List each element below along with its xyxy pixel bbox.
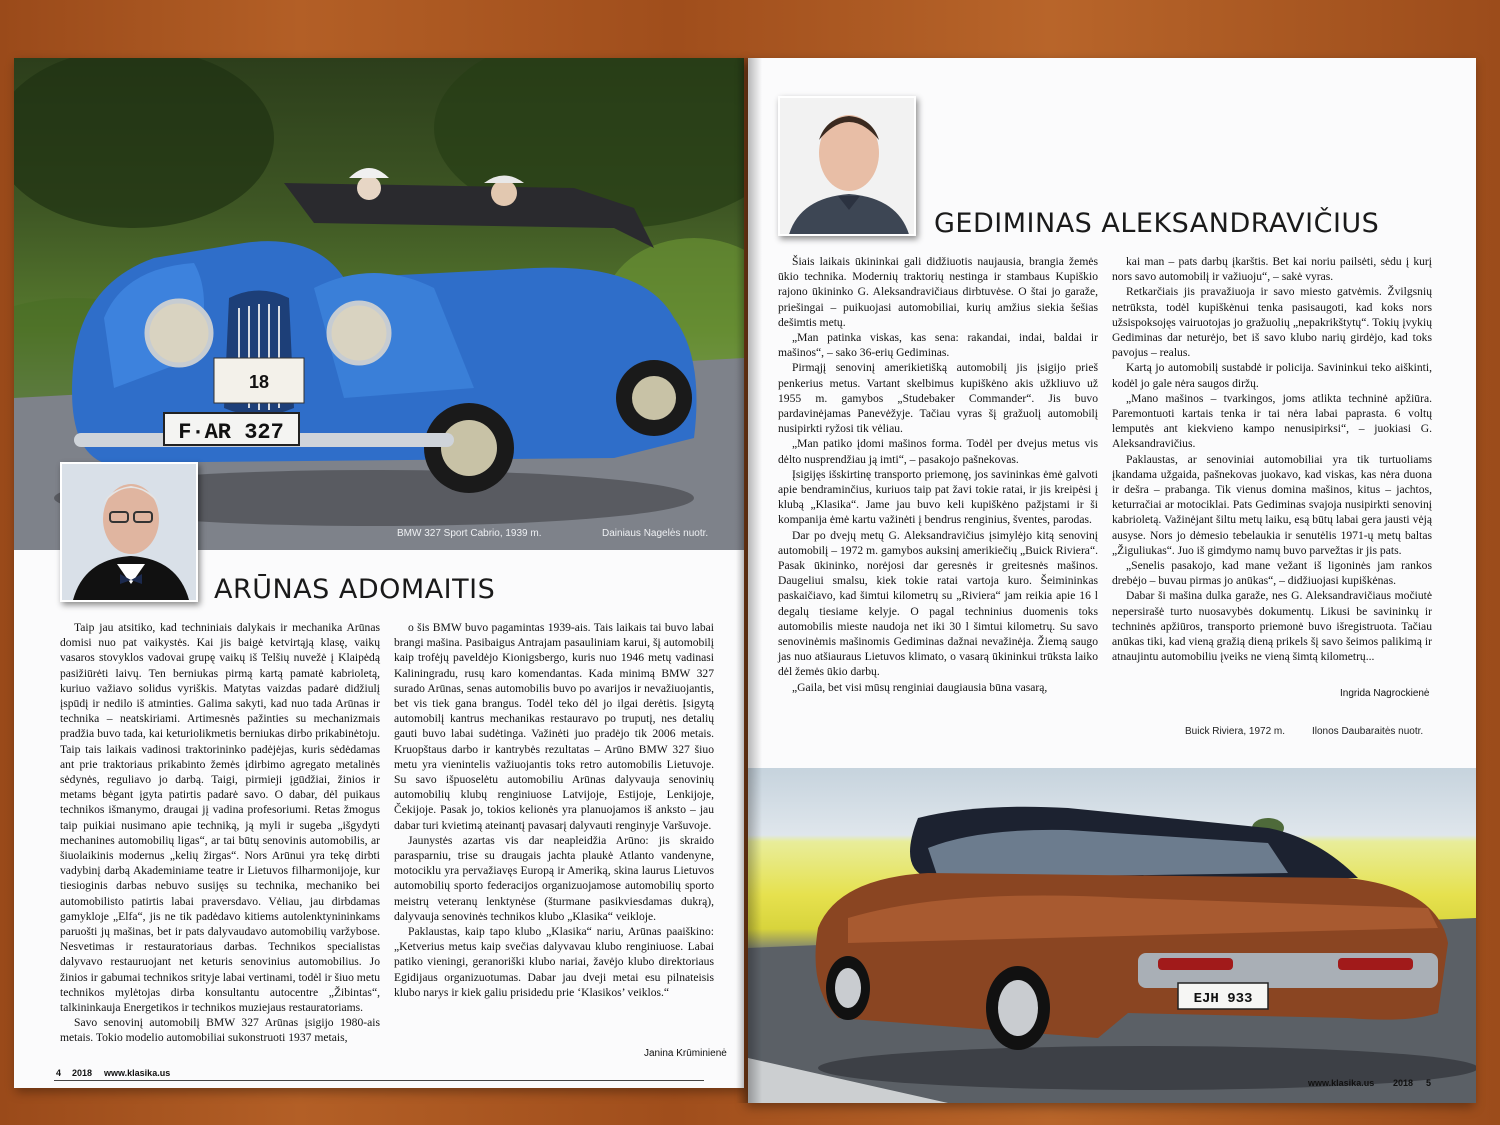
arunas-headline: ARŪNAS ADOMAITIS <box>214 574 496 605</box>
right-footer-page-number: 5 <box>1426 1078 1432 1088</box>
left-footer-year: 2018 <box>72 1068 93 1078</box>
buick-photo-credit: Ilonos Daubaraitės nuotr. <box>1312 726 1424 737</box>
left-footer-page-number: 4 <box>56 1068 62 1078</box>
right-col2-paragraph: Kartą jo automobilį sustabdė ir policija. Savininkui teko aiškinti, kodėl jo gale nėra saugos diržų. <box>1112 361 1432 390</box>
buick-photo-caption: Buick Riviera, 1972 m. <box>1185 726 1286 737</box>
right-col2-paragraph: „Senelis pasakojo, kad mane vežant iš ligoninės jam rankos drebėjo – buvau pirmas jo anūkas“, – didžiuojasi kupiškėnas. <box>1112 559 1432 588</box>
left-col2-paragraph: Paklaustas, kaip tapo klubo „Klasika“ nariu, Arūnas paaiškino: „Ketverius metus kaip svečias dalyvavau klubo renginiuose. Labai patiko vieningi, geranoriški klubo nariai, žavėjo klubo direktoriaus Egidijaus organizuotumas. Dabar jau dveji metai esu pilnateisis klubo narys ir kiek galiu prisidedu prie ‘Klasikos’ veiklos.“ <box>394 925 714 999</box>
buick-license-plate: EJH 933 <box>1193 991 1253 1007</box>
right-col1-paragraph: Dar po dvejų metų G. Aleksandravičius įsimylėjo kitą senovinį automobilį – 1972 m. gamybos auksinį amerikiečių „Buick Riviera“. Pasak ūkininko, norėjosi dar geresnės ir greitesnės mašinos. Daugeliui smalsu, kiek tokie ratai vartoja kuro. Šeimininkas paskaičiavo, kad šimtui kilometrų su „Riviera“ jam reikia apie 16 l degalų tiesiame kelyje. O pagal techninius duomenis toks automobilis mieste naudoja net iki 30 l šimtui kilometrų. Su savo senovinėmis mašinomis Gediminas dažnai nevažinėja. Žiemą saugo jas nuo atšiauraus Lietuvos klimato, o vasarą ūkininkui trūksta laiko dėl žemės ūkio darbų. <box>778 528 1098 679</box>
right-col1-paragraph: Šiais laikais ūkininkai gali didžiuotis naujausia, brangia žemės ūkio technika. Modernių traktorių nestinga ir stambaus Kupiškio rajono ūkininko G. Aleksandravičiaus dirbtuvėse. O štai jo garaže, priešingai – puikuojasi automobiliai, kurių amžius siekia šešias dešimtis metų. <box>778 255 1098 329</box>
bmw-photo-credit: Dainiaus Nagelės nuotr. <box>602 528 709 539</box>
right-column-1 <box>778 254 1098 695</box>
left-signature: Janina Krūminienė <box>644 1048 727 1059</box>
right-col2-paragraph: Dabar ši mašina dulka garaže, nes G. Aleksandravičiaus močiutė nepersirašė turto nuosavybės dokumentų. Likusi be savininkų ir techninės apžiūros, transporto priemonė buvo išregistruota. Tačiau anūkas tiki, kad vieną gražią dieną prikels šį savo šeimos palikimą ir atnaujintu automobiliu įveiks ne vieną šimtą kilometrų... <box>1112 589 1432 664</box>
right-footer-site: www.klasika.us <box>1308 1078 1375 1088</box>
right-col2-paragraph: Paklaustas, ar senoviniai automobiliai yra tik turtuoliams įkandama užgaida, pašnekovas juokavo, kad viskas, kas nėra duona ir dešra – prabanga. Tik vienus domina mašinos, kitus – jachtos, keturračiai ar motociklai. Pats Gediminas svajoja nusipirkti senovinį kabrioletą. Važinėjant šiltu metų laiku, esą būtų labai gera jausti vėją ausyse. Nors jo dėmesio tebelaukia ir senutėlis 1971-ų metų baltas „Žiguliukas“. Juo iš gimdymo namų buvo parvežtas ir jis pats. <box>1112 452 1432 557</box>
left-col2-paragraph: o šis BMW buvo pagamintas 1939-ais. Tais laikais tai buvo labai brangi mašina. Pasibaigus Antrajam pasauliniam karui, šį automobilį kaip trofėjų paveldėjo Kionigsbergo, kuris nuo 1946 metų vadinasi Kaliningradu, rusų karo komendantas. Kada minimą BMW 327 surado Arūnas, senas automobilis buvo po avarijos ir nevažiuojantis, bet vis tiek gana brangus. Todėl teko dėl jo ilgai derėtis. Įsigytą automobilį kantrus mechanikas restauravo po truputį, nes detalių gauti buvo labai sudėtinga. Važinėti juo pradėjo tik 2006 metais. Kruopštaus darbo ir kantrybės rezultatas – Arūno BMW 327 šiuo metu yra vienintelis važiuojantis toks retro automobilis Lietuvoje. Su savo išpuoselėtu automobiliu Arūnas dalyvauja senovinių automobilių klubų renginiuose Latvijoje, Estijoje, Lenkijoje, Čekijoje. Pasak jo, tokios kelionės yra planuojamos iš anksto – jau dabar turi kvietimą ateinantį pavasarį dalyvauti renginyje Varšuvoje. <box>394 621 714 832</box>
bmw-photo-caption: BMW 327 Sport Cabrio, 1939 m. <box>397 528 542 539</box>
left-col2-paragraph: Jaunystės azartas vis dar neapleidžia Arūno: jis skraido parasparniu, trise su draugais jachta plaukė Atlanto vandenyne, motociklu yra pervažiavęs Europą ir Ameriką, skina laurus Lietuvos automobilių sporto federacijos organizuojamose automobilių sporto meistrų veteranų lenktynėse (šturmane pasikviesdamas dukrą), dalyvauja senovinės technikos klubo „Klasika“ veikloje. <box>394 833 714 923</box>
left-footer-line <box>54 1080 704 1081</box>
right-signature: Ingrida Nagrockienė <box>1340 688 1430 699</box>
right-footer-year: 2018 <box>1393 1078 1414 1088</box>
right-page <box>748 58 1476 1103</box>
bmw-license-plate: F·AR 327 <box>178 420 284 445</box>
left-col1-paragraph: Taip jau atsitiko, kad techniniais dalykais ir mechanika Arūnas domisi nuo pat vaikystės. Kai jis baigė ketvirtąją klasę, vaikų vasaros stovyklos vadovai grupę vaikų iš Telšių nuvežė į Klaipėdą pasižiūrėti laivų. Ten berniukas pirmą kartą pamatė kabrioletą, kuriuo važiavo solidus vyriškis. Matytas vaizdas padarė didžiulį įspūdį ir nedilo iš atminties. Galima sakyti, kad nuo tada Arūnas ir technika – neatskiriami. Artimesnės pažinties su mechanizmais pradžia buvo tada, kai keturiolikmetis berniukas dirbo prikabinėtoju. Taip tais laikais vadinosi traktorininko padėjėjas, kuris sėdėdamas ant prie traktoriaus prikabinto žemės įdirbimo agregato metalinės sėdynės, reguliavo jo darbą. Taigi, pirmieji įgūdžiai, žinios ir metams bėgant įgyta patirtis padarė savo. O dabar, dėl puikaus technikos išmanymo, draugai jį vadina profesoriumi. Retas žmogus taip puikiai nusimano apie techniką, ją myli ir sugeba „išgydyti mechanines automobilių ligas“, ar tai būtų senovinis automobilis, ar šiuolaikinis modernus „kelių žirgas“. Nors Arūnui yra tekę dirbti vadybinį darbą Akademiniame teatre ir Lietuvos filharmonijoje, kur tiesioginis darbas nebuvo susijęs su technika, mechaniko bei automobilisto patirtis labai praversdavo. Vėliau, jau dirbdamas gamykloje „Elfa“, jis ne tik padėdavo kitiems autolenktynininkams paruošti jų mašinas, bet ir pats dalyvaudavo automobilių varžybose. Nesvetimas ir restauratoriaus darbas. Technikos specialistas dalyvavo restauruojant net keturis senovinius automobilius. Jo žinios ir gabumai technikos srityje labai vertinami, todėl ir šiuo metu technikos mylėtojas dirba konsultantu autocentre „Žibintas“, talkininkauja Energetikos ir technikos muziejaus restauratoriams. <box>60 621 380 1015</box>
gediminas-portrait <box>778 96 916 236</box>
right-col1-paragraph: Įsigijęs išskirtinę transporto priemonę, jos savininkas ėmė galvoti apie bendraminčius, kuriuos taip pat žavi tokie ratai, ir jis kreipėsi į klubą „Klasika“. Jame jau buvo keli kupiškėno pažįstami ir ši kompanija ėmė kartu važinėti į bendrus renginius, šventes, parodas. <box>778 467 1098 527</box>
right-col1-paragraph: „Man patinka viskas, kas sena: rakandai, indai, baldai ir mašinos“, – sako 36-erių Gediminas. <box>778 331 1098 360</box>
arunas-portrait <box>60 462 198 602</box>
buick-car-illustration <box>748 768 1476 1103</box>
right-col2-paragraph: kai man – pats darbų įkarštis. Bet kai noriu pailsėti, sėdu į kurį nors savo automobilį ir važiuoju“, – sakė vyras. <box>1112 255 1432 284</box>
left-footer-site: www.klasika.us <box>104 1068 171 1078</box>
left-col1-paragraph: Savo senovinį automobilį BMW 327 Arūnas įsigijo 1980-ais metais. Tokio modelio automobiliai sukonstruoti 1937 metais, <box>60 1016 380 1045</box>
buick-riviera-photo <box>748 768 1476 1103</box>
right-column-2 <box>1112 254 1432 664</box>
gediminas-headline: GEDIMINAS ALEKSANDRAVIČIUS <box>934 208 1380 239</box>
left-page <box>14 58 744 1088</box>
right-col1-paragraph: Pirmąjį senovinį amerikietišką automobilį jis įsigijo prieš penkerius metus. Vartant skelbimus kupiškėno akis užkliuvo už 1955 m. gamybos „Studebaker Commander“. Jis buvo pardavinėjamas Panevėžyje. Tačiau vyras šį gražuolį automobilį nusipirkti ryžosi tik vėliau. <box>778 361 1098 436</box>
right-col2-paragraph: Retkarčiais jis pravažiuoja ir savo miesto gatvėmis. Žvilgsnių netrūksta, todėl kupiškėnui tenka pasisaugoti, kad koks nors užsispoksojęs vairuotojas jo gražuolių „nepakrikštytų“. Tokių įvykių Gediminas dar neturėjo, bet iš savo klubo narių girdėjo, kad toks pavojus – realus. <box>1112 285 1432 360</box>
right-col1-paragraph: „Gaila, bet visi mūsų renginiai daugiausia būna vasarą, <box>792 680 1048 694</box>
right-col2-paragraph: „Mano mašinos – tvarkingos, joms atlikta techninė apžiūra. Paremontuoti kartais tenka ir tai nėra labai paprasta. 6 voltų lemputės ant kiekvieno kampo nenusipirksi“, – juokiasi G. Aleksandravičius. <box>1112 391 1432 451</box>
rally-plate-number: 18 <box>248 372 270 392</box>
right-col1-paragraph: „Man patiko įdomi mašinos forma. Todėl per dvejus metus vis dėlto nusprendžiau ją imti“, – pasakojo pašnekovas. <box>778 437 1098 466</box>
left-column-1 <box>60 620 380 1046</box>
left-column-2 <box>394 620 714 1000</box>
